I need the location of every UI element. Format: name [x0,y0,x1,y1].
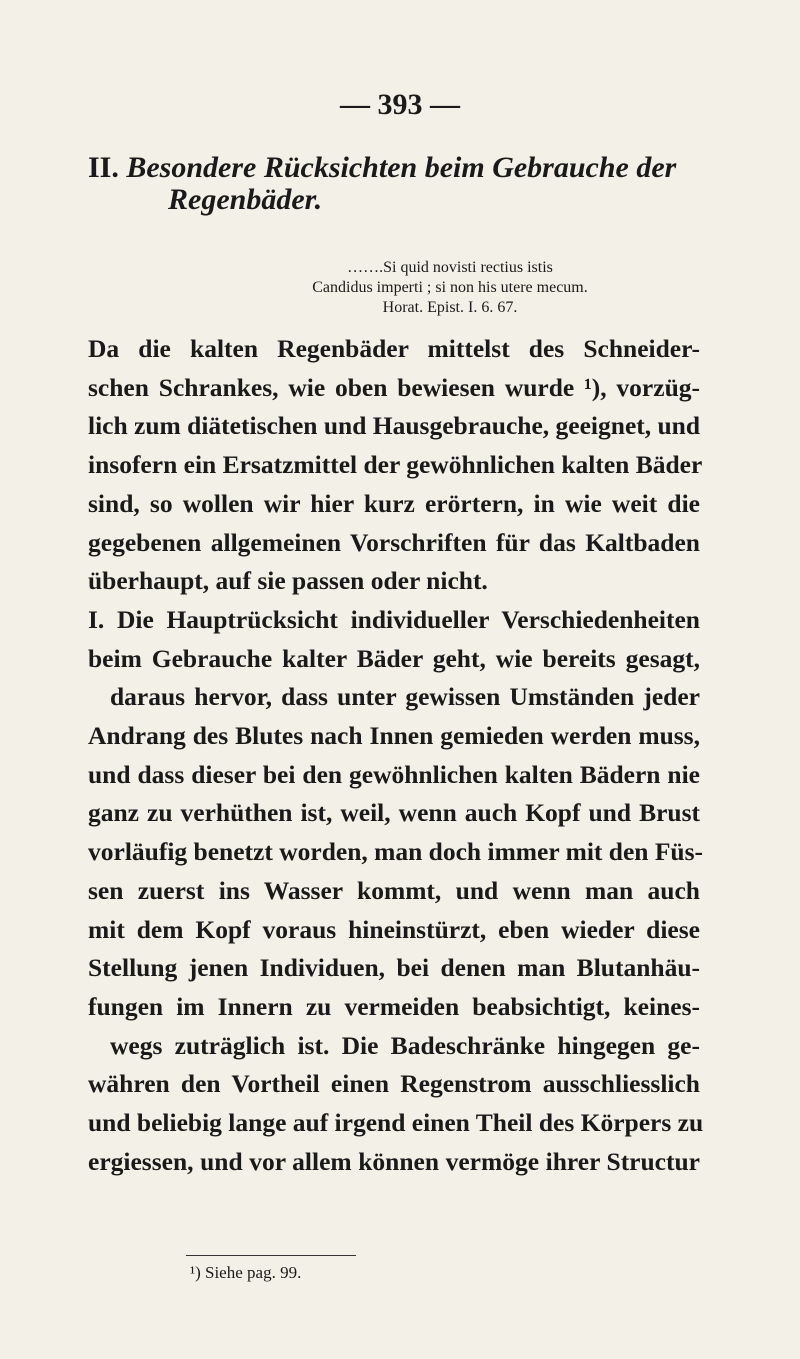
text-line: Da die kalten Regenbäder mittelst des Schneider- [88,334,700,363]
text-line: währen den Vortheil einen Regenstrom ausschliesslich [88,1069,700,1099]
text-line: ergiessen, und vor allem können vermöge ihrer Structur [88,1146,700,1176]
text-line: I. Die Hauptrücksicht individueller Verschiedenheiten [88,604,700,634]
text-line: ganz zu verhüthen ist, weil, wenn auch Kopf und Brust [88,798,700,828]
text-line: daraus hervor, dass unter gewissen Umständen jeder [110,682,700,712]
text-line: mit dem Kopf voraus hineinstürzt, eben wieder diese [88,914,700,944]
text-line: insofern ein Ersatzmittel der gewöhnlichen kalten Bäder [88,450,703,480]
text-line: Stellung jenen Individuen, bei denen man Blutanhäu- [88,953,700,983]
epigraph-line1: …….Si quid novisti rectius istis [347,259,553,276]
section-title-line2: Regenbäder. [168,183,323,216]
section-heading [88,152,738,216]
text-line: und beliebig lange auf irgend einen Theil des Körpers zu [88,1108,704,1138]
section-title-line1: Besondere Rücksichten beim Gebrauche der [126,151,677,184]
text-line: sen zuerst ins Wasser kommt, und wenn man auch [88,875,700,905]
footnote-divider [186,1255,356,1256]
footnote: ¹) Siehe pag. 99. [190,1263,302,1282]
epigraph-source: Horat. Epist. I. 6. 67. [382,299,518,316]
text-line: sind, so wollen wir hier kurz erörtern, in wie weit die [88,488,700,518]
text-line: überhaupt, auf sie passen oder nicht. [88,566,488,596]
epigraph-line2: Candidus imperti ; si non his utere mecum. [312,279,588,296]
text-line: beim Gebrauche kalter Bäder geht, wie bereits gesagt, [88,643,700,673]
text-line: lich zum diätetischen und Hausgebrauche, geeignet, und [88,411,701,441]
body-text [88,330,704,1181]
text-line: gegebenen allgemeinen Vorschriften für das Kaltbaden [88,527,700,557]
text-line: wegs zuträglich ist. Die Badeschränke hingegen ge- [110,1030,700,1060]
text-line: vorläufig benetzt worden, man doch immer mit den Füs- [88,837,704,867]
section-number: II. [88,151,119,184]
epigraph [230,258,670,318]
text-line: und dass dieser bei den gewöhnlichen kalten Bädern nie [88,759,700,789]
text-line: fungen im Innern zu vermeiden beabsichtigt, keines- [88,991,700,1021]
page-number: — 393 — [340,88,460,121]
text-line: schen Schrankes, wie oben bewiesen wurde ¹), vorzüg- [88,372,700,402]
text-line: Andrang des Blutes nach Innen gemieden werden muss, [88,721,700,751]
